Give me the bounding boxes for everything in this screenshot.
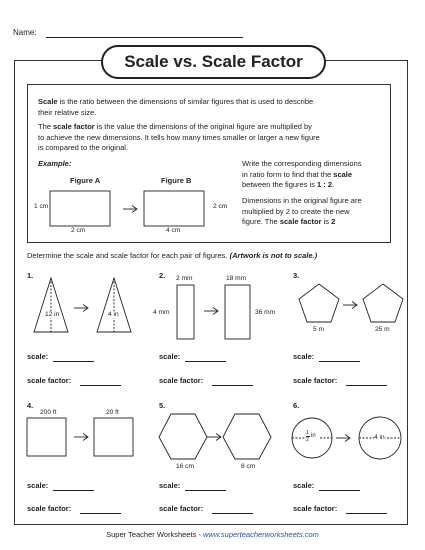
scale-factor-label-5: scale factor: <box>159 504 204 513</box>
scale-factor-term: scale factor <box>53 122 95 131</box>
scale-answer-4[interactable] <box>53 490 94 491</box>
label-8cm: 8 cm <box>241 463 256 470</box>
scale-factor-label-2: scale factor: <box>159 376 204 385</box>
scale-label-5: scale: <box>159 481 181 490</box>
scale-label-6: scale: <box>293 481 315 490</box>
example-label: Example: <box>38 159 72 168</box>
scale-factor-answer-6[interactable] <box>346 513 387 514</box>
pentagon-original <box>299 284 339 322</box>
scale-factor-answer-2[interactable] <box>212 385 253 386</box>
label-200ft: 200 ft <box>40 409 57 416</box>
label-25m: 25 m <box>375 326 390 333</box>
footer: Super Teacher Worksheets - www.superteacherworksheets.com <box>106 530 319 539</box>
label-12in: 12 in <box>45 311 60 318</box>
rectangle-original <box>177 285 194 339</box>
label-16cm: 16 cm <box>176 463 194 470</box>
problem-number-2: 2. <box>159 271 166 280</box>
label-4in-circle: 4 in <box>374 434 385 441</box>
problem-number-6: 6. <box>293 401 300 410</box>
scale-factor-definition: The scale factor is the value the dimensions of the original figure are multiplied by to achieve the new dimensions. It tells how many times smaller or larger a new figure is compared to the original. <box>38 122 320 152</box>
square-new <box>94 418 133 456</box>
scale-factor-answer-4[interactable] <box>80 513 121 514</box>
rectangle-new <box>225 285 250 339</box>
label-20ft: 20 ft <box>106 409 119 416</box>
scale-answer-2[interactable] <box>185 361 226 362</box>
square-original <box>27 418 66 456</box>
scale-label-4: scale: <box>27 481 49 490</box>
footer-site-name: Super Teacher Worksheets <box>106 530 197 539</box>
scale-answer-6[interactable] <box>319 490 360 491</box>
figure-b-side: 2 cm <box>213 203 228 210</box>
problem-number-5: 5. <box>159 401 166 410</box>
scale-term: Scale <box>38 97 58 106</box>
scale-answer-5[interactable] <box>185 490 226 491</box>
scale-label-1: scale: <box>27 352 49 361</box>
figure-a-bottom: 2 cm <box>71 227 86 234</box>
scale-factor-answer-1[interactable] <box>80 385 121 386</box>
figure-b-bottom: 4 cm <box>166 227 181 234</box>
scale-factor-label-3: scale factor: <box>293 376 338 385</box>
hexagon-original <box>159 414 207 459</box>
scale-label-3: scale: <box>293 352 315 361</box>
scale-factor-label-1: scale factor: <box>27 376 72 385</box>
label-5m: 5 m <box>313 326 324 333</box>
label-36mm: 36 mm <box>255 309 276 316</box>
name-label: Name: <box>13 28 37 37</box>
scale-answer-3[interactable] <box>319 361 360 362</box>
footer-url[interactable]: www.superteacherworksheets.com <box>202 530 319 539</box>
problem-number-4: 4. <box>27 401 34 410</box>
problem-number-1: 1. <box>27 271 34 280</box>
pentagon-new <box>363 284 403 322</box>
hexagon-new <box>223 414 271 459</box>
scale-factor-label-4: scale factor: <box>27 504 72 513</box>
figure-a-label: Figure A <box>70 176 101 185</box>
label-18mm: 18 mm <box>226 275 247 282</box>
scale-factor-answer-3[interactable] <box>346 385 387 386</box>
example-explanation-1: Write the corresponding dimensions in ratio form to find that the scale between the figures is 1 : 2. <box>242 159 362 189</box>
label-2mm: 2 mm <box>176 275 193 282</box>
figure-b-label: Figure B <box>161 176 192 185</box>
scale-factor-label-6: scale factor: <box>293 504 338 513</box>
figure-a-side: 1 cm <box>34 203 49 210</box>
scale-definition: Scale is the ratio between the dimensions of similar figures that is used to describe their relative size. <box>38 97 314 117</box>
scale-label-2: scale: <box>159 352 181 361</box>
scale-answer-1[interactable] <box>53 361 94 362</box>
label-4in: 4 in <box>108 311 119 318</box>
scale-factor-answer-5[interactable] <box>212 513 253 514</box>
example-explanation-2: Dimensions in the original figure are multiplied by 2 to create the new figure. The scale factor is 2 <box>242 196 362 226</box>
label-4mm: 4 mm <box>153 309 170 316</box>
instructions: Determine the scale and scale factor for each pair of figures. (Artwork is not to scale.) <box>27 251 318 260</box>
page-title: Scale vs. Scale Factor <box>101 45 326 79</box>
label-half-in: 1 2 in <box>306 431 319 445</box>
problem-number-3: 3. <box>293 271 300 280</box>
